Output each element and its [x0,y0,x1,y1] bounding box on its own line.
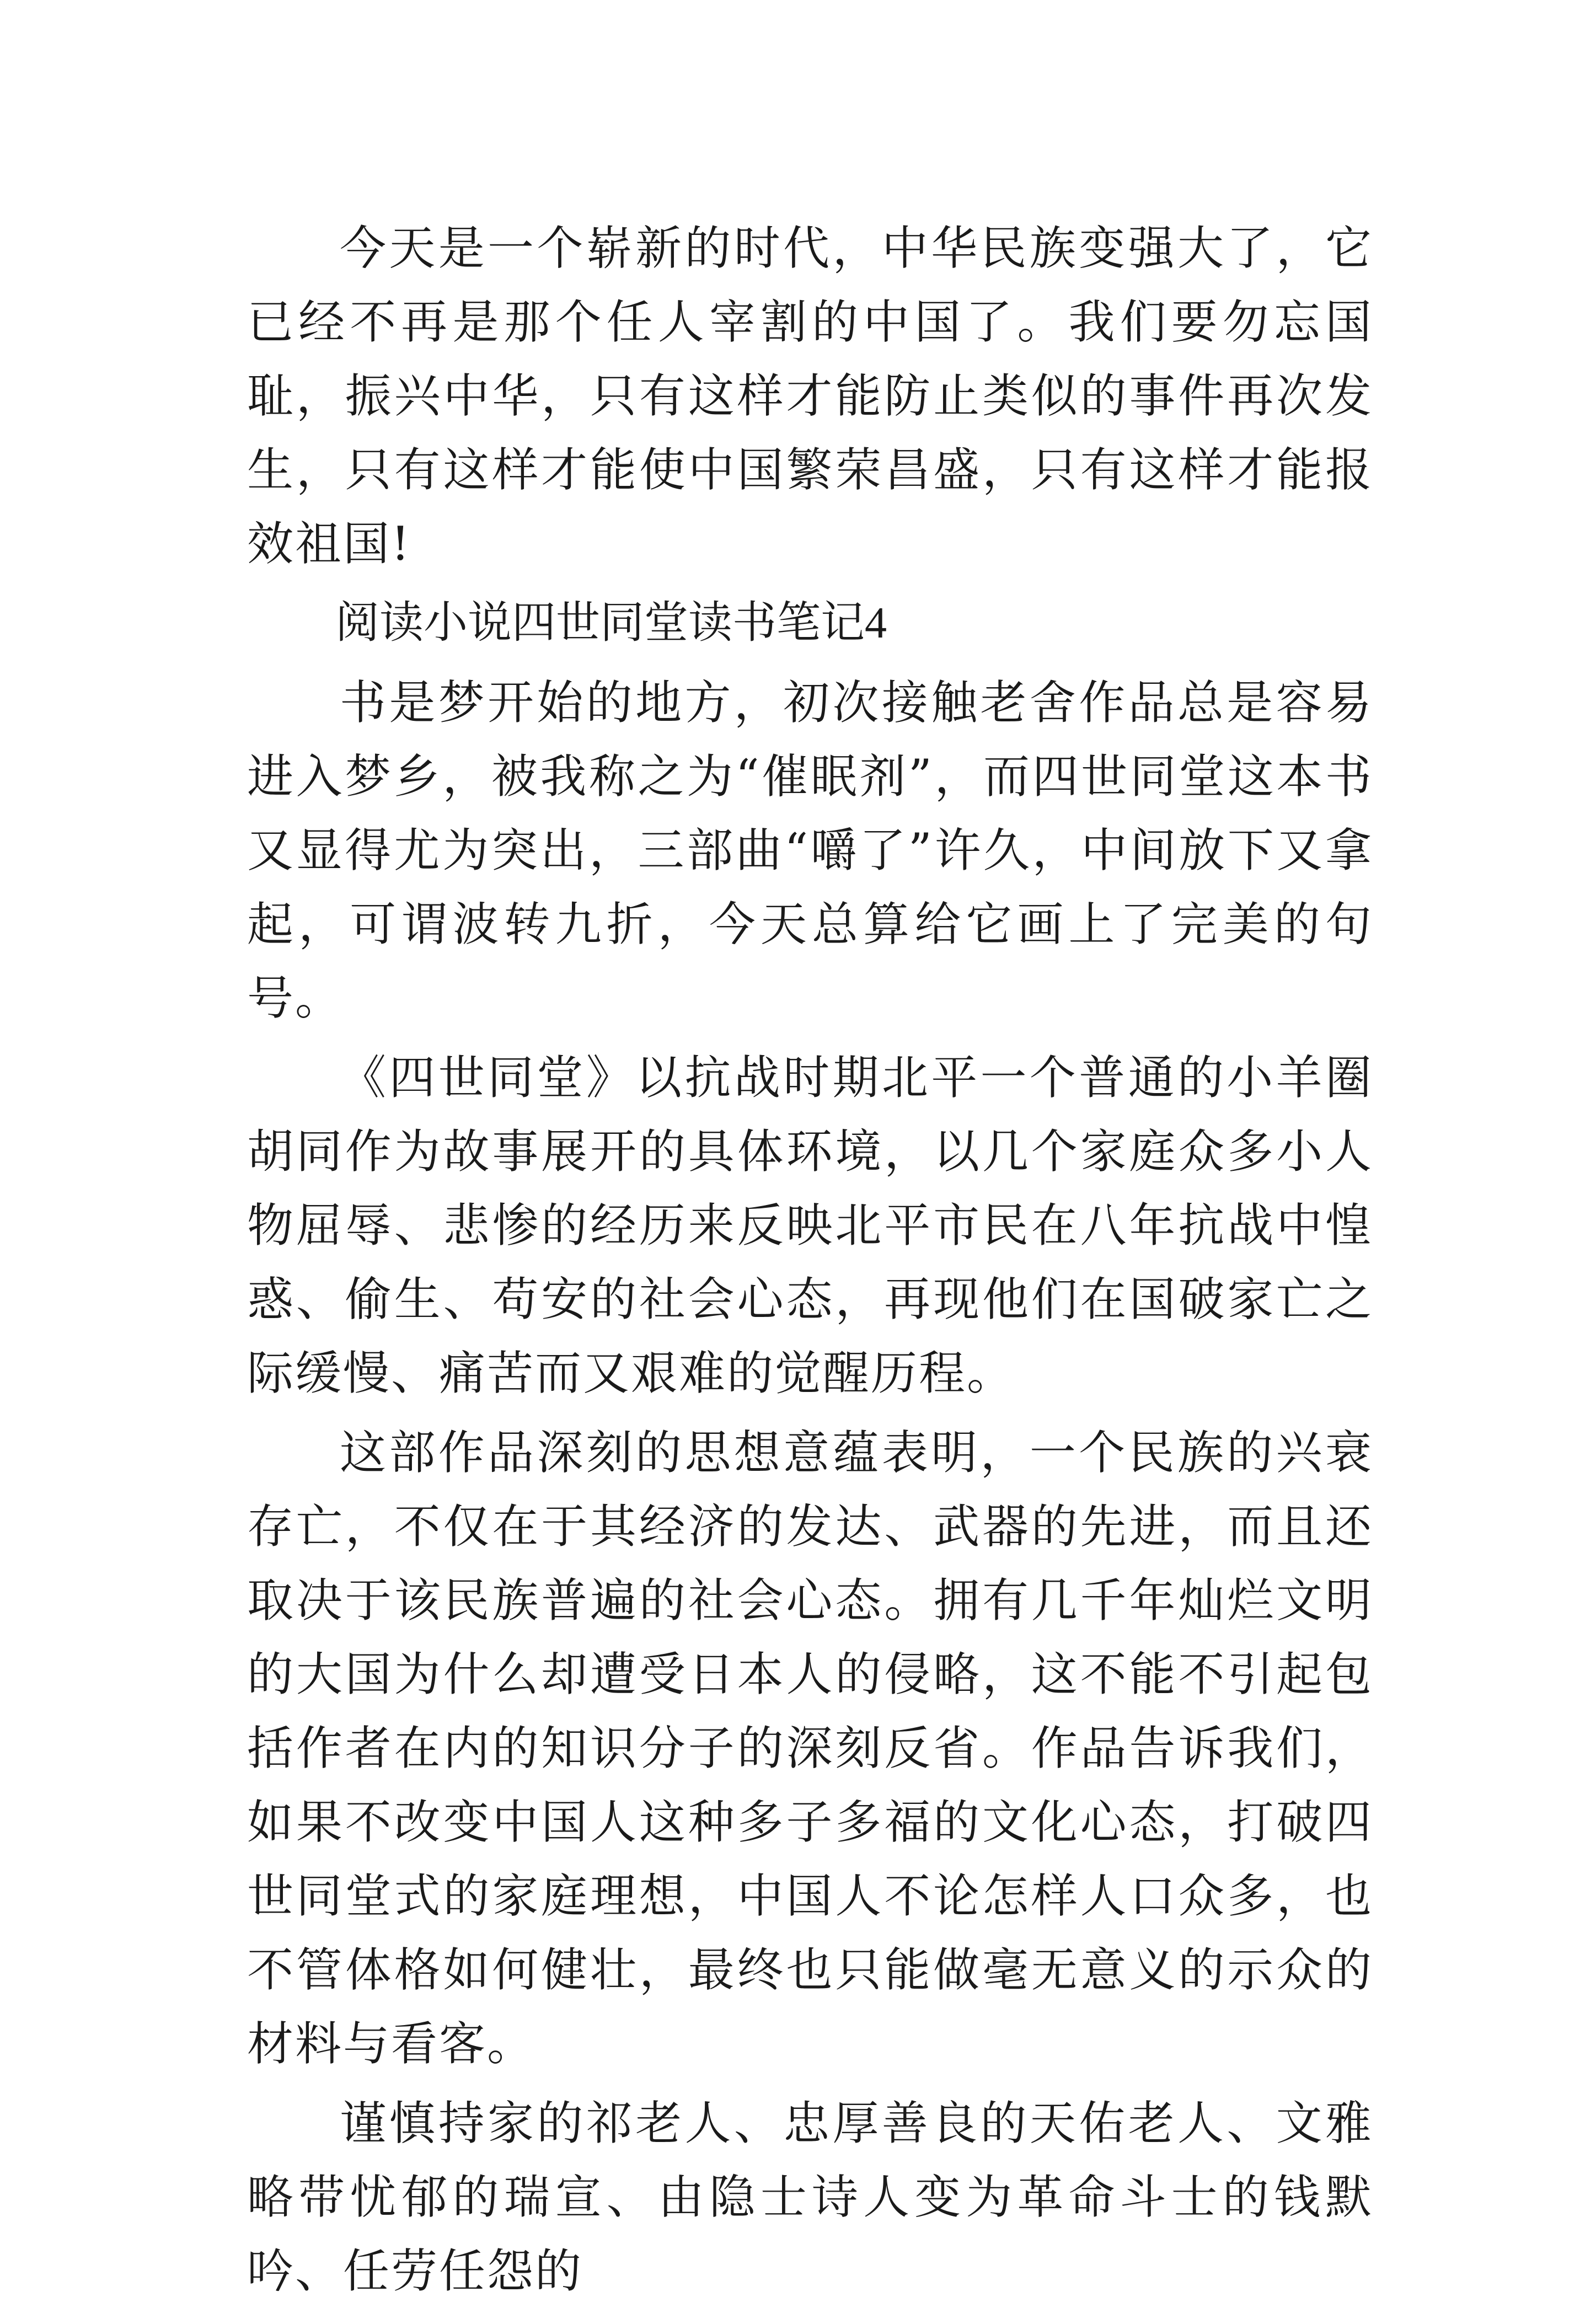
paragraph-4: 这部作品深刻的思想意蕴表明，一个民族的兴衰存亡，不仅在于其经济的发达、武器的先进，而且还取决于该民族普遍的社会心态。拥有几千年灿烂文明的大国为什么却遭受日本人的侵略，这不能不引起包括作者在内的知识分子的深刻反省。作品告诉我们，如果不改变中国人这种多子多福的文化心态，打破四世同堂式的家庭理想，中国人不论怎样人口众多，也不管体格如何健壮，最终也只能做毫无意义的示众的材料与看客。 [247,1426,1373,2071]
section-heading: 阅读小说四世同堂读书笔记4 [335,599,887,647]
paragraph-5: 谨慎持家的祁老人、忠厚善良的天佑老人、文雅略带忧郁的瑞宣、由隐士诗人变为革命斗士的钱默吟、任劳任怨的 [247,2096,1373,2298]
document-body [247,211,1373,2308]
paragraph-2: 书是梦开始的地方，初次接触老舍作品总是容易进入梦乡，被我称之为“催眠剂”，而四世同堂这本书又显得尤为突出，三部曲“嚼了”许久，中间放下又拿起，可谓波转九折，今天总算给它画上了完美的句号。 [247,676,1373,1025]
paragraph-3: 《四世同堂》以抗战时期北平一个普通的小羊圈胡同作为故事展开的具体环境，以几个家庭众多小人物屈辱、悲惨的经历来反映北平市民在八年抗战中惶惑、偷生、苟安的社会心态，再现他们在国破家亡之际缓慢、痛苦而又艰难的觉醒历程。 [247,1051,1373,1400]
paragraph-1: 今天是一个崭新的时代，中华民族变强大了，它已经不再是那个任人宰割的中国了。我们要勿忘国耻，振兴中华，只有这样才能防止类似的事件再次发生，只有这样才能使中国繁荣昌盛，只有这样才能报效祖国! [247,221,1373,571]
